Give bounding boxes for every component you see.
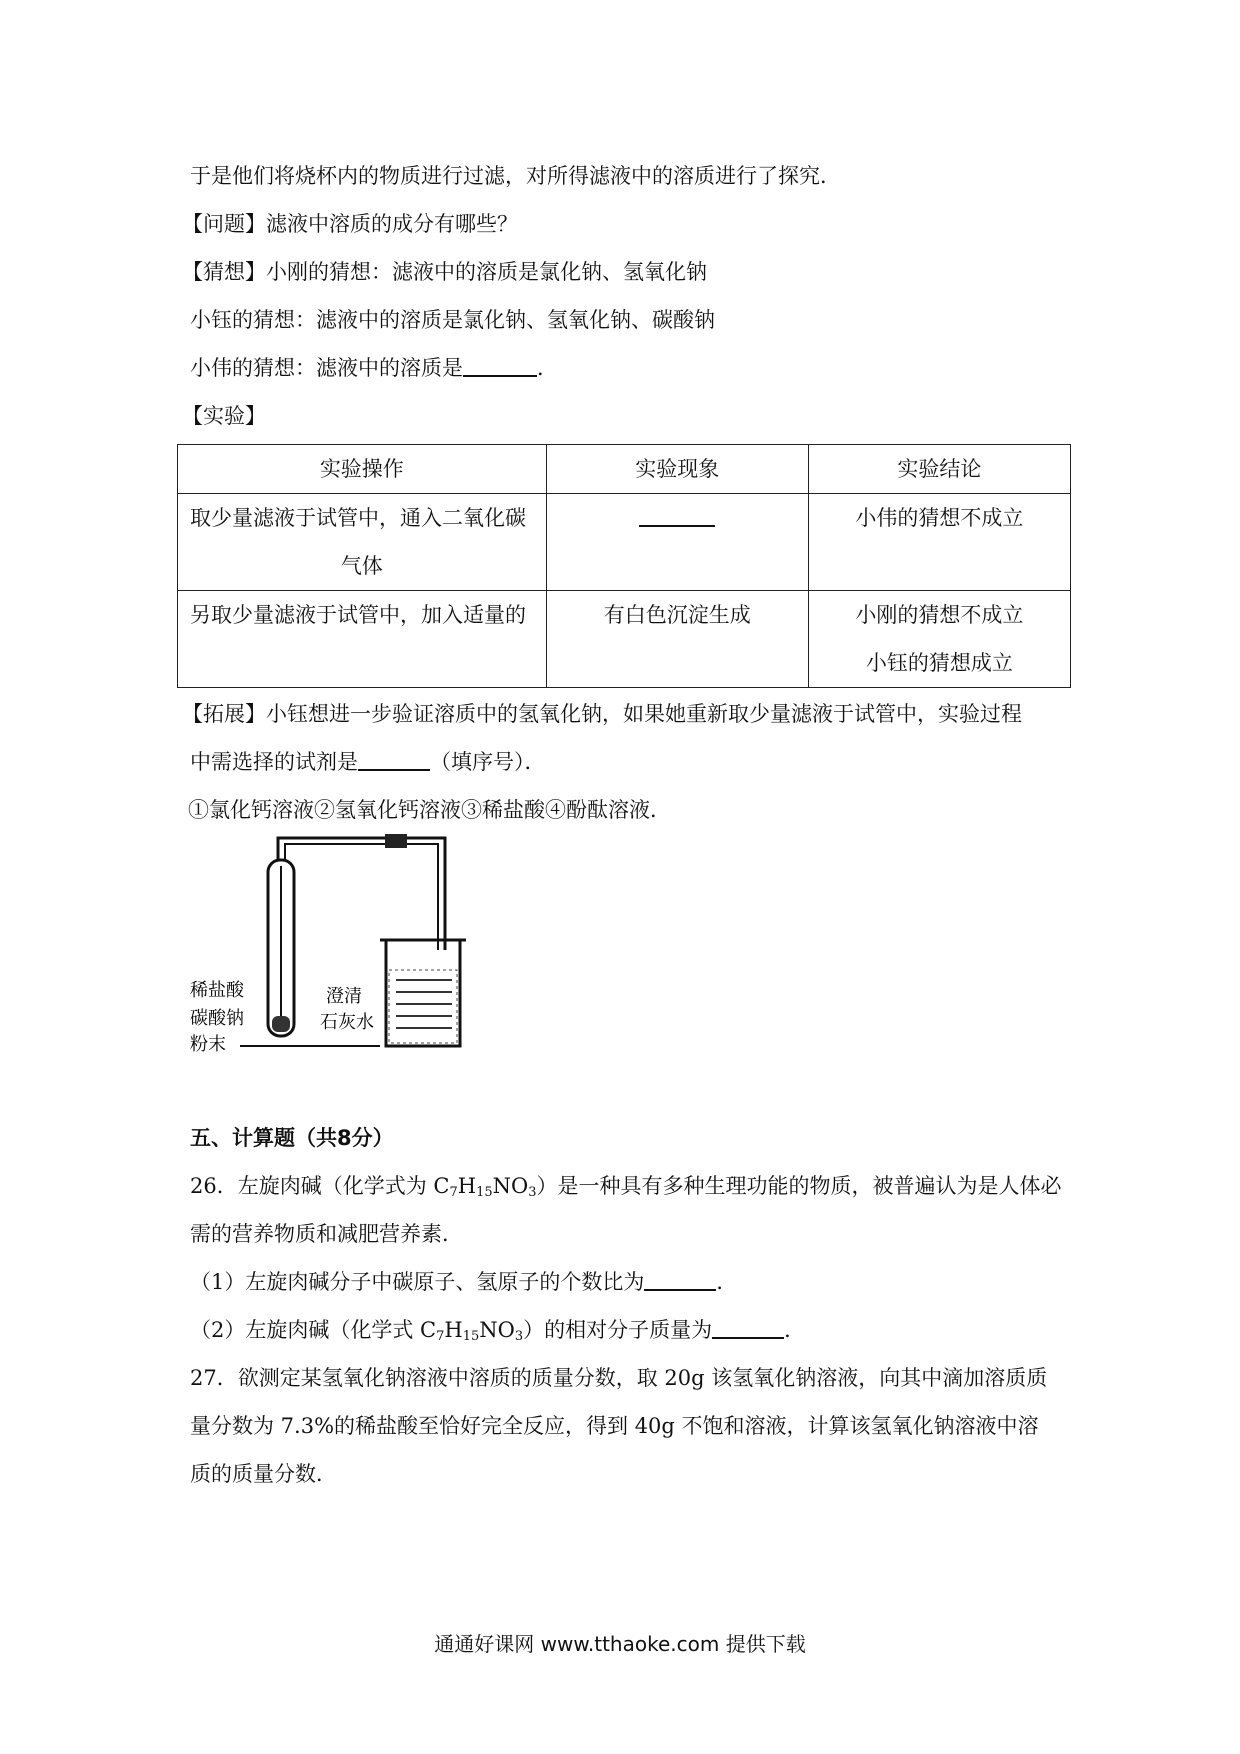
- guess-wei-suffix: ．: [537, 356, 558, 380]
- guess-wei-prefix: 小伟的猜想：滤液中的溶质是: [190, 356, 463, 380]
- connector: [385, 834, 407, 848]
- q26-sub-question-2: （2）左旋肉碱（化学式 $C_7H_{15}NO_3$）的相对分子质量为 ．: [190, 1318, 806, 1344]
- table-cell: 小伟的猜想不成立: [808, 494, 1070, 591]
- q27-line3: 质的质量分数．: [190, 1462, 337, 1486]
- apparatus-figure: [190, 820, 490, 1060]
- answer-blank: [358, 749, 430, 771]
- intro-text: 于是他们将烧杯内的物质进行过滤，对所得滤液中的溶质进行了探究．: [190, 164, 841, 188]
- label-limewater: 澄清: [326, 986, 362, 1007]
- experiment-title: 【实验】: [182, 404, 266, 428]
- carbonate-powder: [272, 1016, 290, 1032]
- guess-wei-text: [190, 354, 558, 382]
- label-limewater-2: 石灰水: [320, 1012, 374, 1033]
- q27-line1: 27．欲测定某氢氧化钠溶液中溶质的质量分数，取 20g 该氢氧化钠溶液，向其中滴加溶质质: [190, 1366, 1048, 1390]
- page-footer: 通通好课网 www.tthaoke.com 提供下载: [434, 1632, 806, 1656]
- extend-line2: 中需选择的试剂是 （填序号）．: [190, 750, 546, 774]
- table-cell: 有白色沉淀生成: [546, 591, 808, 688]
- table-header-cell: 实验结论: [808, 445, 1070, 494]
- label-powder: 粉末: [190, 1034, 226, 1055]
- guess-gang-text: 【猜想】小刚的猜想：滤液中的溶质是氯化钠、氢氧化钠: [182, 260, 707, 284]
- q26-line1: 26．左旋肉碱（化学式为 $C_7H_{15}NO_3$）是一种具有多种生理功能的物质，被普遍认为是人体必: [190, 1174, 1062, 1200]
- table-row: [178, 591, 1071, 688]
- label-acid: 稀盐酸: [190, 980, 244, 1001]
- experiment-table: [177, 444, 1071, 688]
- guess-yu-text: 小钰的猜想：滤液中的溶质是氯化钠、氢氧化钠、碳酸钠: [190, 308, 715, 332]
- section5-title: 五、计算题（共8分）: [190, 1126, 394, 1150]
- answer-blank: [644, 1269, 716, 1291]
- answer-blank: [463, 355, 537, 377]
- table-cell: 另取少量滤液于试管中，加入适量的: [178, 591, 547, 688]
- label-carbonate: 碳酸钠: [190, 1008, 244, 1029]
- table-header-cell: 实验操作: [178, 445, 547, 494]
- q27-line2: 量分数为 7.3%的稀盐酸至恰好完全反应，得到 40g 不饱和溶液，计算该氢氧化钠溶液中溶: [190, 1414, 1039, 1438]
- table-cell: 取少量滤液于试管中，通入二氧化碳 气体: [178, 494, 547, 591]
- table-cell: 小刚的猜想不成立 小钰的猜想成立: [808, 591, 1070, 688]
- delivery-tube: [278, 838, 445, 950]
- extend-line1: 【拓展】小钰想进一步验证溶质中的氢氧化钠，如果她重新取少量滤液于试管中，实验过程: [182, 702, 1022, 726]
- q26-line2: 需的营养物质和减肥营养素．: [190, 1222, 463, 1246]
- answer-blank: [639, 505, 715, 527]
- table-cell: [546, 494, 808, 591]
- options-text: ①氯化钙溶液②氢氧化钙溶液③稀盐酸④酚酞溶液．: [188, 798, 671, 822]
- table-row: [178, 494, 1071, 591]
- answer-blank: [712, 1317, 784, 1339]
- table-header-row: [178, 445, 1071, 494]
- table-header-cell: 实验现象: [546, 445, 808, 494]
- q26-sub-question-1: （1）左旋肉碱分子中碳原子、氢原子的个数比为 ．: [190, 1270, 738, 1294]
- question-text: 【问题】滤液中溶质的成分有哪些？: [182, 212, 518, 236]
